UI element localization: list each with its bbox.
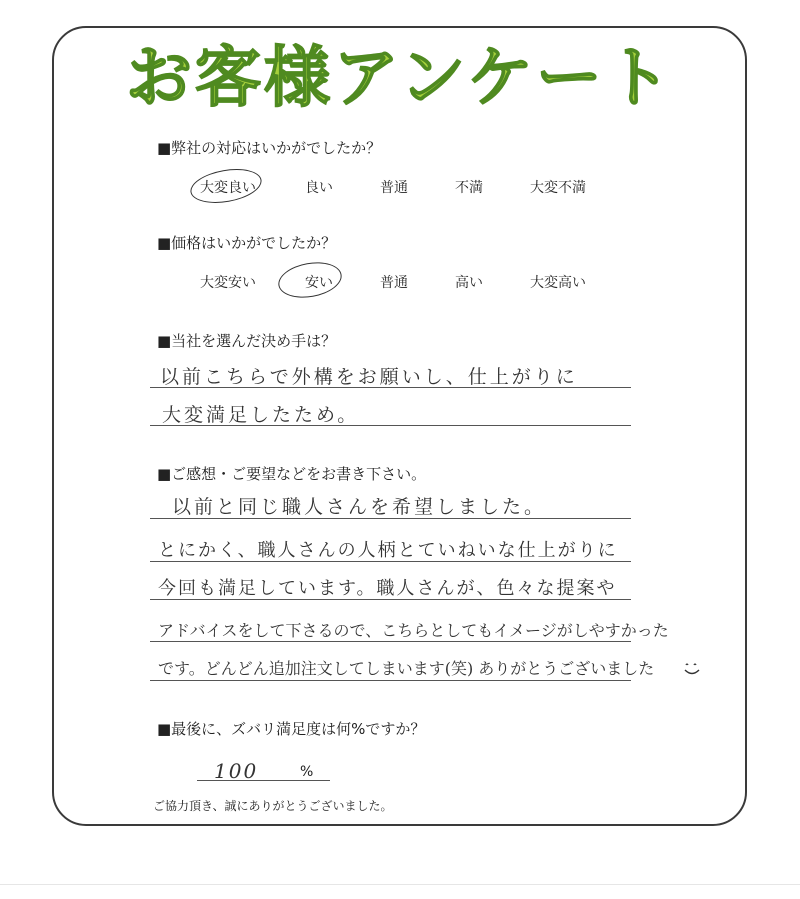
q2-option-expensive: 高い — [455, 275, 483, 291]
question-4: ■ご感想・ご要望などをお書き下さい。 — [157, 465, 427, 483]
q2-option-normal: 普通 — [380, 275, 408, 291]
q3-answer-line-1: 以前こちらで外構をお願いし、仕上がりに — [160, 366, 578, 388]
q1-option-good: 良い — [305, 180, 333, 196]
q2-option-very-cheap: 大変安い — [200, 275, 256, 291]
q1-option-normal: 普通 — [380, 180, 408, 196]
survey-title: お客様アンケート — [125, 39, 675, 116]
q4-answer-line-4: アドバイスをして下さるので、こちらとしてもイメージがしやすかった — [158, 621, 669, 640]
thank-you-note: ご協力頂き、誠にありがとうございました。 — [153, 799, 393, 813]
page-bottom-rule — [0, 884, 800, 885]
q4-rule-5 — [150, 680, 631, 681]
q4-answer-line-1: 以前と同じ職人さんを希望しました。 — [172, 496, 547, 518]
percent-unit: % — [300, 764, 314, 780]
q5-rule — [197, 780, 330, 781]
q4-rule-1 — [150, 518, 631, 519]
q4-rule-4 — [150, 641, 631, 642]
q1-option-dissatisfied: 不満 — [455, 180, 483, 196]
q3-rule-1 — [150, 387, 631, 388]
smiley-doodle — [682, 660, 702, 678]
question-2: ■価格はいかがでしたか？ — [157, 234, 337, 252]
q4-rule-2 — [150, 561, 631, 562]
question-3: ■当社を選んだ決め手は？ — [157, 332, 337, 350]
q1-option-very-dissatisfied: 大変不満 — [530, 180, 586, 196]
q4-answer-line-5: です。どんどん追加注文してしまいます(笑) ありがとうございました — [158, 659, 655, 678]
q3-answer-line-2: 大変満足したため。 — [162, 404, 360, 426]
question-1: ■弊社の対応はいかがでしたか？ — [157, 139, 382, 157]
question-5: ■最後に、ズバリ満足度は何%ですか？ — [157, 720, 426, 738]
q5-answer: 100 — [214, 759, 259, 783]
q4-rule-3 — [150, 599, 631, 600]
q2-option-very-expensive: 大変高い — [530, 275, 586, 291]
q3-rule-2 — [150, 425, 631, 426]
q4-answer-line-3: 今回も満足しています。職人さんが、色々な提案や — [158, 578, 617, 599]
q1-option-very-good: 大変良い — [200, 180, 256, 196]
q4-answer-line-2: とにかく、職人さんの人柄とていねいな仕上がりに — [158, 540, 618, 561]
q2-option-cheap: 安い — [305, 275, 333, 291]
